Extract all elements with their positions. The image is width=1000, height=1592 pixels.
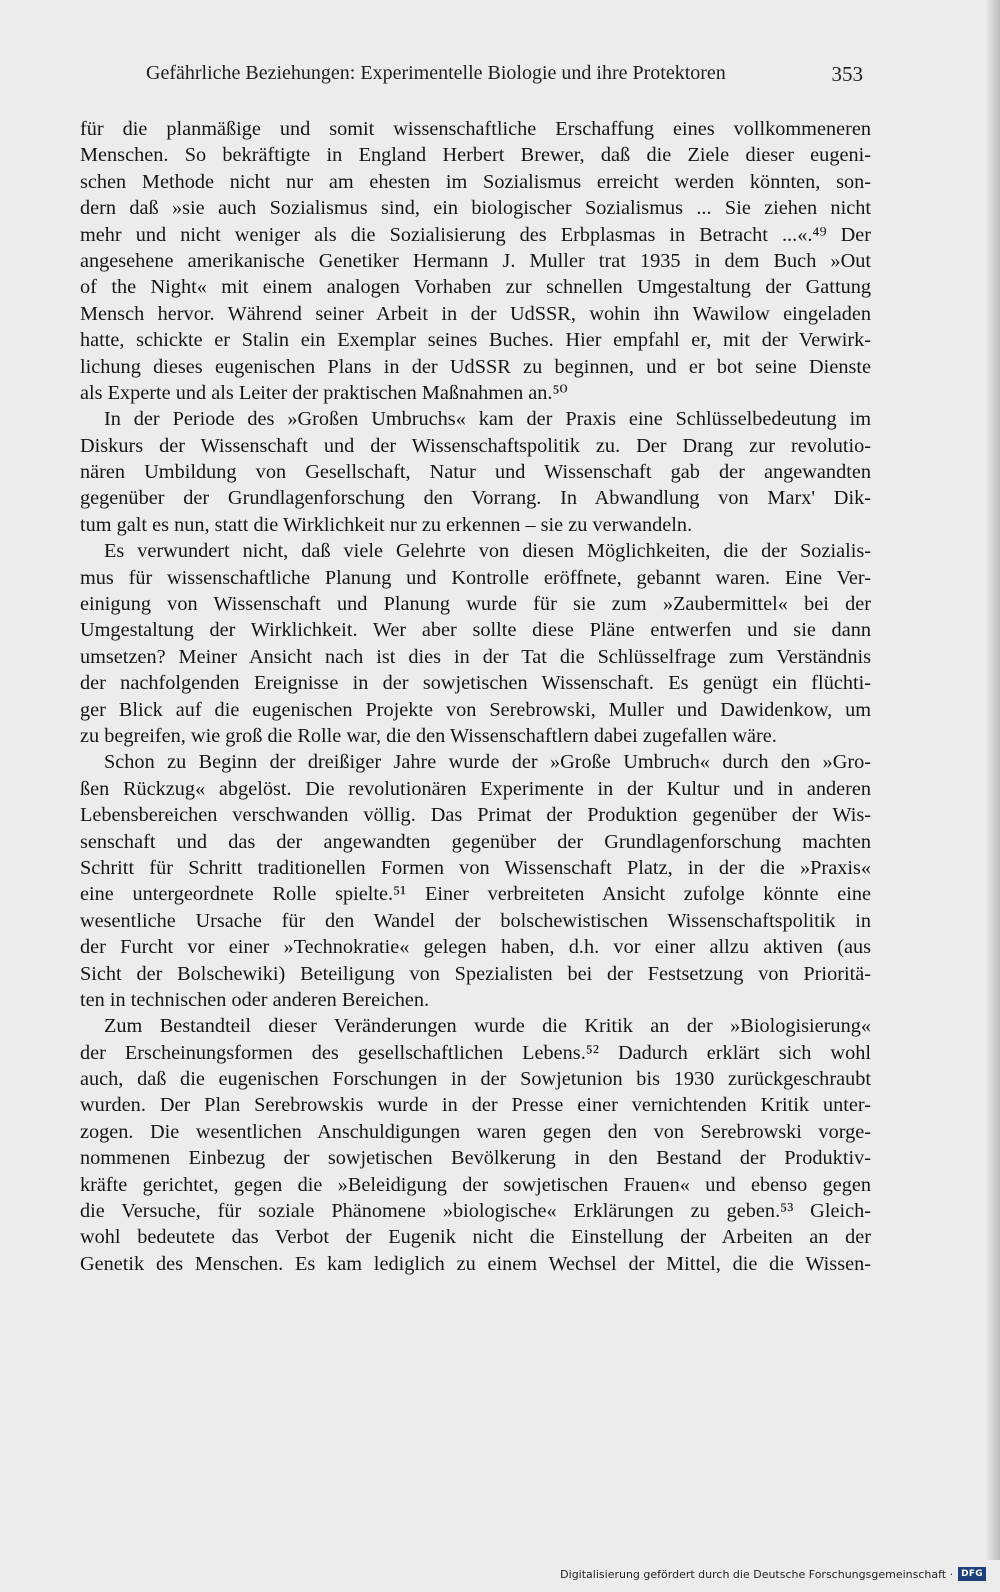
text-line: Zum Bestandteil dieser Veränderungen wurde die Kritik an der »Biologisierung« [104,1015,871,1038]
text-line: ßen Rückzug« abgelöst. Die revolutionären Experimente in der Kultur und in anderen [80,777,871,800]
text-line: senschaft und das der angewandten gegenüber der Grundlagenforschung machten [80,830,871,853]
text-line: Mensch hervor. Während seiner Arbeit in der UdSSR, wohin ihn Wawilow eingeladen [80,302,871,325]
text-line: lichung dieses eugenischen Plans in der UdSSR zu beginnen, und er bot seine Dienste [80,355,871,378]
body-text [80,116,871,1277]
text-line: kräfte gerichtet, gegen die »Beleidigung der sowjetischen Frauen« und ebenso gegen [80,1173,871,1196]
text-line: auch, daß die eugenischen Forschungen in der Sowjetunion bis 1930 zurückgeschraubt [80,1068,871,1091]
text-line: Menschen. So bekräftigte in England Herbert Brewer, daß die Ziele dieser eugeni- [80,144,871,167]
page-number: 353 [831,62,863,86]
text-line: für die planmäßige und somit wissenschaftliche Erschaffung eines vollkommeneren [80,118,871,140]
text-line: der Furcht vor einer »Technokratie« gelegen haben, d.h. vor einer allzu aktiven (aus [80,936,871,959]
running-title: Gefährliche Beziehungen: Experimentelle Biologie und ihre Protektoren [146,62,726,84]
text-line: umsetzen? Meiner Ansicht nach ist dies in der Tat die Schlüsselfrage zum Verständnis [80,645,871,668]
text-line: Lebensbereichen verschwanden völlig. Das Primat der Produktion gegenüber der Wis- [80,804,871,827]
text-line: Umgestaltung der Wirklichkeit. Wer aber sollte diese Pläne entwerfen und sie dann [80,619,871,642]
text-line: ger Blick auf die eugenischen Projekte von Serebrowski, Muller und Dawidenkow, um [80,698,871,721]
text-line: tum galt es nun, statt die Wirklichkeit nur zu erkennen – sie zu verwandeln. [80,513,693,536]
text-line: hatte, schickte er Stalin ein Exemplar seines Buches. Hier empfahl er, mit der Verwirk- [80,329,871,352]
text-line: mehr und nicht weniger als die Sozialisierung des Erbplasmas in Betracht ...«.⁴⁹ Der [80,223,871,246]
text-line: angesehene amerikanische Genetiker Hermann J. Muller trat 1935 in dem Buch »Out [80,249,871,272]
text-line: Schritt für Schritt traditionellen Formen von Wissenschaft Platz, in der die »Praxis« [80,856,871,879]
page-edge [986,0,1000,1560]
text-line: mus für wissenschaftliche Planung und Kontrolle eröffnete, gebannt waren. Eine Ver- [80,566,871,589]
text-line: of the Night« mit einem analogen Vorhaben zur schnellen Umgestaltung der Gattung [80,276,871,299]
text-line: Genetik des Menschen. Es kam lediglich zu einem Wechsel der Mittel, die die Wissen- [80,1252,871,1275]
text-line: dern daß »sie auch Sozialismus sind, ein biologischer Sozialismus ... Sie ziehen nicht [80,197,871,220]
text-line: schen Methode nicht nur am ehesten im Sozialismus erreicht werden könnten, son- [80,170,871,193]
text-line: zogen. Die wesentlichen Anschuldigungen waren gegen den von Serebrowski vorge- [80,1120,871,1143]
text-line: eine untergeordnete Rolle spielte.⁵¹ Einer verbreiteten Ansicht zufolge könnte eine [80,883,871,906]
text-line: Es verwundert nicht, daß viele Gelehrte von diesen Möglichkeiten, die der Sozialis- [104,540,871,563]
running-head [146,62,916,94]
text-line: gegenüber der Grundlagenforschung den Vorrang. In Abwandlung von Marx' Dik- [80,487,871,510]
text-line: Diskurs der Wissenschaft und der Wissenschaftspolitik zu. Der Drang zur revolutio- [80,434,871,457]
text-line: wesentliche Ursache für den Wandel der bolschewistischen Wissenschaftspolitik in [80,909,871,932]
text-line: einigung von Wissenschaft und Planung wurde für sie zum »Zaubermittel« bei der [80,593,871,616]
text-line: ten in technischen oder anderen Bereichen. [80,988,430,1011]
text-line: wurden. Der Plan Serebrowskis wurde in der Presse einer vernichtenden Kritik unter- [80,1094,871,1117]
text-line: nären Umbildung von Gesellschaft, Natur und Wissenschaft gab der angewandten [80,461,871,484]
text-line: Schon zu Beginn der dreißiger Jahre wurde der »Große Umbruch« durch den »Gro- [104,751,871,774]
text-line: der nachfolgenden Ereignisse in der sowjetischen Wissenschaft. Es genügt ein flüchti- [80,672,871,695]
text-line: In der Periode des »Großen Umbruchs« kam der Praxis eine Schlüsselbedeutung im [104,408,871,431]
text-line: Sicht der Bolschewiki) Beteiligung von Spezialisten bei der Festsetzung von Prioritä- [80,962,871,985]
text-line: als Experte und als Leiter der praktischen Maßnahmen an.⁵⁰ [80,381,568,404]
text-line: der Erscheinungsformen des gesellschaftlichen Lebens.⁵² Dadurch erklärt sich wohl [80,1041,871,1064]
dfg-logo: DFG [958,1567,986,1581]
text-line: nommenen Einbezug der sowjetischen Bevölkerung in den Bestand der Produktiv- [80,1147,871,1170]
text-line: die Versuche, für soziale Phänomene »biologische« Erklärungen zu geben.⁵³ Gleich- [80,1200,871,1223]
text-line: wohl bedeutete das Verbot der Eugenik nicht die Einstellung der Arbeiten an der [80,1226,871,1249]
credit-text: Digitalisierung gefördert durch die Deutsche Forschungsgemeinschaft · [560,1567,954,1581]
digitization-credit [560,1566,986,1582]
text-line: zu begreifen, wie groß die Rolle war, die den Wissenschaftlern dabei zugefallen wäre. [80,724,777,747]
